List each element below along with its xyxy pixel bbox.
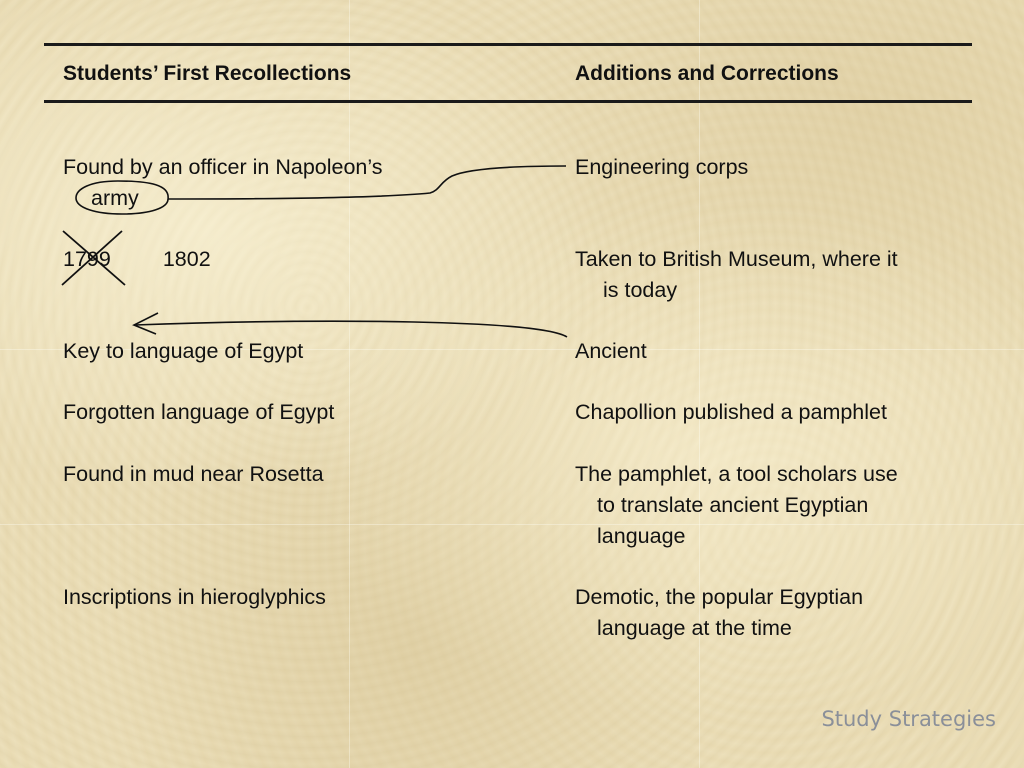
table-row-right-cell (575, 336, 985, 367)
left-column-header: Students’ First Recollections (63, 62, 352, 85)
cell-text: Engineering corps (575, 155, 749, 179)
table-header-rule (44, 100, 972, 103)
cell-text-army: army (91, 186, 139, 210)
cell-text: Chapollion published a pamphlet (575, 400, 887, 424)
cell-text: Demotic, the popular Egyptian (575, 585, 864, 609)
table-row-left-cell (63, 336, 533, 367)
table-row-right-cell (575, 582, 985, 644)
cell-text: Ancient (575, 339, 647, 363)
texture-seam (349, 0, 350, 768)
table-row-right-cell (575, 397, 985, 428)
texture-seam (699, 0, 700, 768)
table-row-left-cell (63, 152, 533, 214)
cell-text: Taken to British Museum, where it (575, 247, 898, 271)
table-row-left-cell (63, 582, 533, 613)
table-top-rule (44, 43, 972, 46)
cell-text: The pamphlet, a tool scholars use (575, 462, 898, 486)
cell-text: language at the time (597, 616, 792, 640)
cell-text: Found in mud near Rosetta (63, 462, 324, 486)
table-row-left-cell (63, 459, 533, 490)
cell-text: Forgotten language of Egypt (63, 400, 335, 424)
arrow-ancient-to-key (134, 313, 567, 337)
table-row-right-cell (575, 152, 985, 183)
table-row-right-cell (575, 459, 985, 552)
right-column-header: Additions and Corrections (575, 62, 839, 85)
crossed-out-year: 1799 (63, 247, 111, 271)
table-row-right-cell (575, 244, 985, 306)
table-row-left-cell (63, 397, 533, 428)
table-row-left-cell (63, 244, 533, 275)
cell-text: language (597, 524, 686, 548)
cell-text: Key to language of Egypt (63, 339, 304, 363)
cell-text: Found by an officer in Napoleon’s (63, 155, 383, 179)
cell-text: is today (603, 278, 678, 302)
corrected-year: 1802 (162, 247, 211, 271)
cell-text: to translate ancient Egyptian (597, 493, 869, 517)
cell-text: Inscriptions in hieroglyphics (63, 585, 326, 609)
footer-caption: Study Strategies (821, 707, 996, 731)
